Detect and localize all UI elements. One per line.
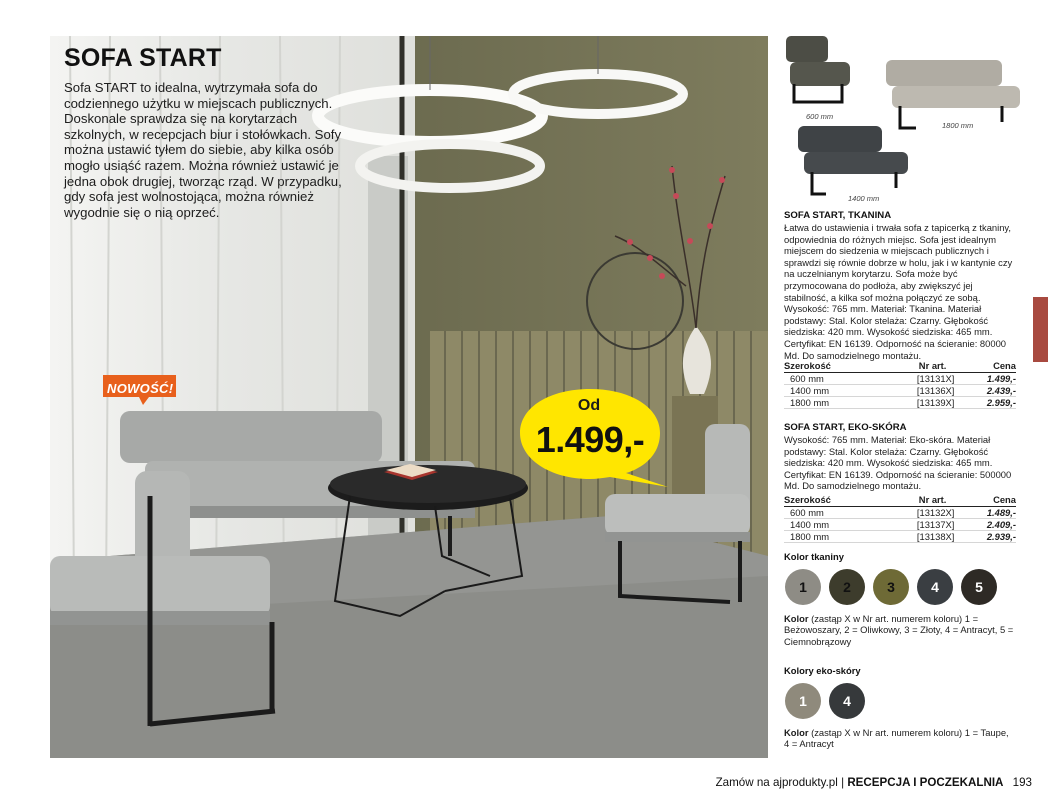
column-header-price: Cena: [958, 494, 1016, 507]
price-cell: 1.499,-: [958, 373, 1016, 385]
table-row: [784, 397, 1016, 409]
art-number-cell: [13137X]: [877, 519, 959, 531]
color-swatch: [873, 569, 909, 605]
price-cell: 1.489,-: [958, 507, 1016, 519]
color-swatch: [785, 683, 821, 719]
price-from-label: Od: [577, 397, 601, 414]
leather-colors-title: Kolory eko-skóry: [784, 665, 861, 676]
thumbnail-caption: 1800 mm: [942, 121, 974, 130]
swatch-label: 3: [887, 579, 895, 595]
width-cell: 1800 mm: [784, 397, 877, 409]
page-number: 193: [1012, 776, 1032, 789]
color-note-label: Kolor: [784, 613, 809, 624]
width-cell: 600 mm: [784, 507, 877, 519]
table-header-row: [784, 494, 1016, 507]
fabric-colors-title: Kolor tkaniny: [784, 551, 844, 562]
column-header-width: Szerokość: [784, 494, 877, 507]
new-badge: [103, 375, 176, 405]
footer-separator: |: [841, 776, 845, 789]
swatch-label: 2: [843, 579, 851, 595]
section-tab-marker: [1033, 297, 1048, 362]
page-title: SOFA START: [64, 44, 222, 72]
art-number-cell: [13136X]: [877, 385, 959, 397]
leather-description: Wysokość: 765 mm. Materiał: Eko-skóra. Materiał podstawy: Stal. Kolor stelaża: Czarny. Głębokość siedziska: 420 mm. Wysokość siedziska: 465 mm. Certyfikat: EN 16139. Odporność na ścieranie: 500000 Md. Do samodzielnego montażu.: [784, 434, 1012, 492]
table-row: [784, 507, 1016, 519]
price-bubble: [518, 383, 668, 493]
art-number-cell: [13131X]: [877, 373, 959, 385]
fabric-section-title: SOFA START, TKANINA: [784, 210, 892, 221]
color-swatch: [961, 569, 997, 605]
color-note-text: (zastąp X w Nr art. numerem koloru) 1 = Beżowoszary, 2 = Oliwkowy, 3 = Złoty, 4 = Antracyt, 5 = Ciemnobrązowy: [784, 613, 1014, 647]
fabric-color-note: [784, 613, 1016, 647]
column-header-price: Cena: [958, 360, 1016, 373]
art-number-cell: [13139X]: [877, 397, 959, 409]
width-cell: 1800 mm: [784, 531, 877, 543]
color-swatch: [829, 683, 865, 719]
color-swatch: [917, 569, 953, 605]
fabric-description: Łatwa do ustawienia i trwała sofa z tapicerką z tkaniny, odpowiednia do różnych miejsc. Sofa jest idealnym miejscem do siedzenia w miejscach publicznych i sprawdzi się równie dobrze w holu, jak i w kantynie czy na uczelnianym korytarzu. Sofa może być przymocowana do podłoża, aby zwiększyć jej stabilność, a kilka sof można połączyć ze sobą. Wysokość: 765 mm. Materiał: Tkanina. Materiał podstawy: Stal. Kolor stelaża: Czarny. Głębokość siedziska: 420 mm. Wysokość siedziska: 465 mm. Certyfikat: EN 16139. Odporność na ścieranie: 80000 Md. Do samodzielnego montażu.: [784, 222, 1013, 361]
table-row: [784, 385, 1016, 397]
table-row: [784, 519, 1016, 531]
price-cell: 2.959,-: [958, 397, 1016, 409]
thumbnail-caption: 600 mm: [806, 112, 834, 121]
art-number-cell: [13138X]: [877, 531, 959, 543]
swatch-label: 5: [975, 579, 983, 595]
table-row: [784, 531, 1016, 543]
leather-section-title: SOFA START, EKO-SKÓRA: [784, 422, 907, 433]
swatch-label: 1: [799, 693, 807, 709]
column-header-art: Nr art.: [877, 494, 959, 507]
swatch-label: 4: [843, 693, 851, 709]
width-cell: 600 mm: [784, 373, 877, 385]
column-header-art: Nr art.: [877, 360, 959, 373]
width-cell: 1400 mm: [784, 385, 877, 397]
width-cell: 1400 mm: [784, 519, 877, 531]
price-cell: 2.439,-: [958, 385, 1016, 397]
page-footer: [716, 776, 1032, 789]
color-swatch: [829, 569, 865, 605]
table-header-row: [784, 360, 1016, 373]
new-badge-label: NOWOŚĆ!: [107, 381, 174, 396]
swatch-label: 4: [931, 579, 939, 595]
fabric-price-table: [784, 360, 1016, 409]
art-number-cell: [13132X]: [877, 507, 959, 519]
thumbnail-caption: 1400 mm: [848, 194, 880, 203]
color-note-text: (zastąp X w Nr art. numerem koloru) 1 = Taupe, 4 = Antracyt: [784, 727, 1009, 750]
column-header-width: Szerokość: [784, 360, 877, 373]
color-swatch: [785, 569, 821, 605]
section-name: RECEPCJA I POCZEKALNIA: [847, 776, 1004, 789]
price-cell: 2.939,-: [958, 531, 1016, 543]
color-note-label: Kolor: [784, 727, 809, 738]
table-row: [784, 373, 1016, 385]
price-cell: 2.409,-: [958, 519, 1016, 531]
price-from-value: 1.499,-: [535, 419, 645, 460]
leather-price-table: [784, 494, 1016, 543]
order-link[interactable]: Zamów na ajprodukty.pl: [715, 776, 838, 789]
leather-color-note: [784, 727, 1016, 750]
intro-paragraph: Sofa START to idealna, wytrzymała sofa do codziennego użytku w miejscach publicznych. Doskonale sprawdza się na korytarzach szkolnych, w recepcjach biur i stołówkach. Sofy można ustawić tyłem do siebie, aby kilka osób mogło usiąść razem. Można również ustawić je jedna obok drugiej, tworząc rząd. W przypadku, gdy sofa jest wolnostojąca, można również wygodnie się o nią oprzeć.: [64, 80, 342, 220]
swatch-label: 1: [799, 579, 807, 595]
product-thumbnails: [776, 30, 1026, 208]
